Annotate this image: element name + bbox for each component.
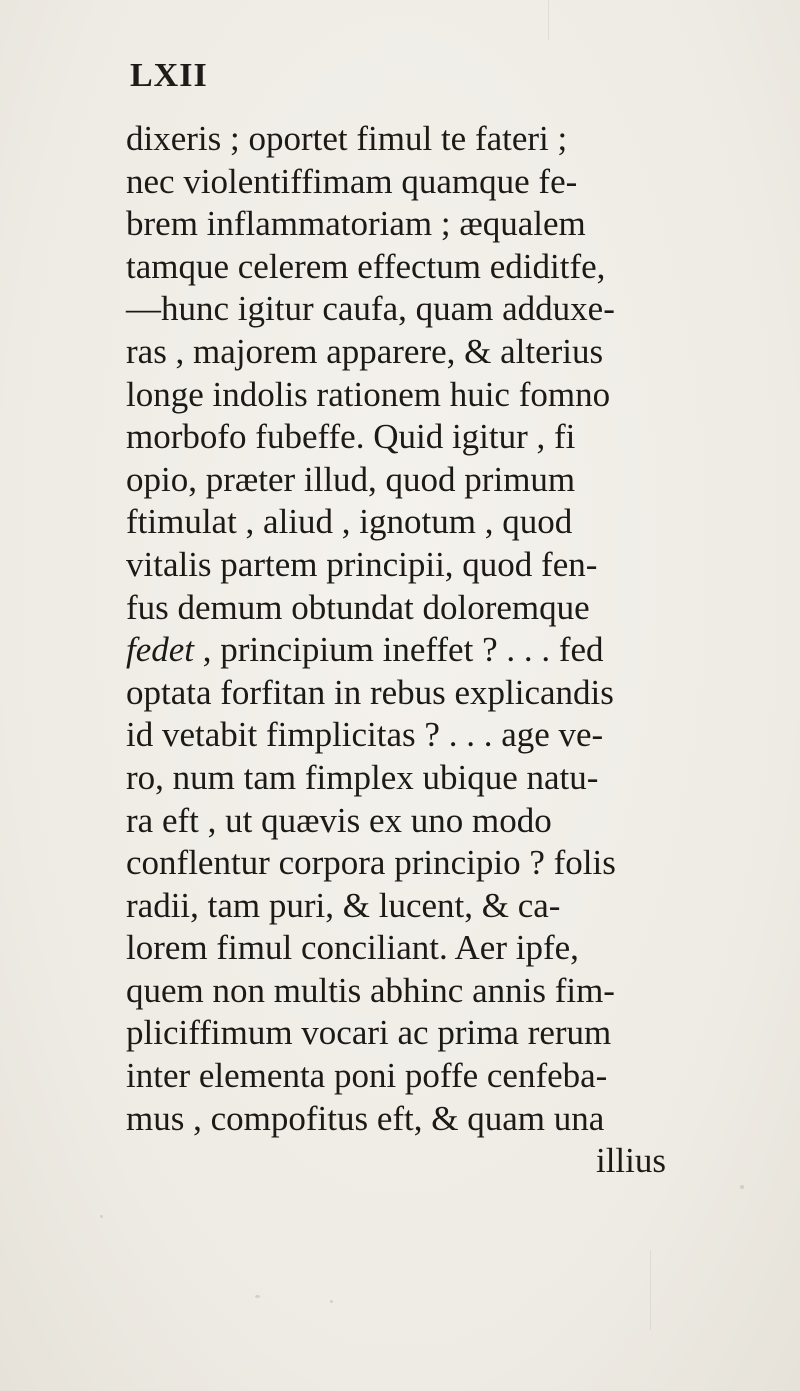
text-line: ra eft , ut quævis ex uno modo xyxy=(126,800,552,840)
text-line: radii, tam puri, & lucent, & ca- xyxy=(126,885,561,925)
text-line: fus demum obtundat doloremque xyxy=(126,587,590,627)
paper-speck xyxy=(100,1215,103,1218)
text-line: vitalis partem principii, quod fen- xyxy=(126,544,598,584)
body-text xyxy=(126,118,776,1183)
catchword: illius xyxy=(595,1141,666,1181)
text-line: lorem fimul conciliant. Aer ipfe, xyxy=(126,928,579,968)
text-line: —hunc igitur caufa, quam adduxe- xyxy=(126,289,615,329)
text-line: dixeris ; oportet fimul te fateri ; xyxy=(126,119,568,158)
text-line: mus , compofitus eft, & quam una xyxy=(126,1098,605,1138)
text-line: ras , majorem apparere, & alterius xyxy=(126,331,604,371)
text-line: id vetabit fimplicitas ? . . . age ve- xyxy=(126,715,604,755)
text-line: longe indolis rationem huic fomno xyxy=(126,374,611,414)
text-line: quem non multis abhinc annis fim- xyxy=(126,970,615,1010)
paper-speck xyxy=(255,1295,260,1298)
text-line: nec violentiffimam quamque fe- xyxy=(126,161,578,201)
italic-word: fedet xyxy=(126,630,195,670)
paper-crease xyxy=(548,0,549,40)
catchword-line xyxy=(126,1140,776,1183)
paper-speck xyxy=(740,1185,744,1189)
text-line: fedet , principium ineffet ? . . . fed xyxy=(126,629,776,672)
page-number: LXII xyxy=(130,57,208,94)
text-line: optata forfitan in rebus explicandis xyxy=(126,672,614,712)
text-line: ftimulat , aliud , ignotum , quod xyxy=(126,502,573,542)
paper-speck xyxy=(330,1300,333,1303)
text-line: inter elementa poni poffe cenfeba- xyxy=(126,1056,608,1096)
text-line: brem inflammatoriam ; æqualem xyxy=(126,204,586,244)
text-line: pliciffimum vocari ac prima rerum xyxy=(126,1013,612,1053)
text-line: conflentur corpora principio ? folis xyxy=(126,843,616,883)
text-line: tamque celerem effectum ediditfe, xyxy=(126,246,606,286)
paper-crease xyxy=(650,1250,651,1330)
text-line: morbofo fubeffe. Quid igitur , fi xyxy=(126,417,576,457)
text-line: opio, præter illud, quod primum xyxy=(126,459,576,499)
text-line: ro, num tam fimplex ubique natu- xyxy=(126,757,599,797)
